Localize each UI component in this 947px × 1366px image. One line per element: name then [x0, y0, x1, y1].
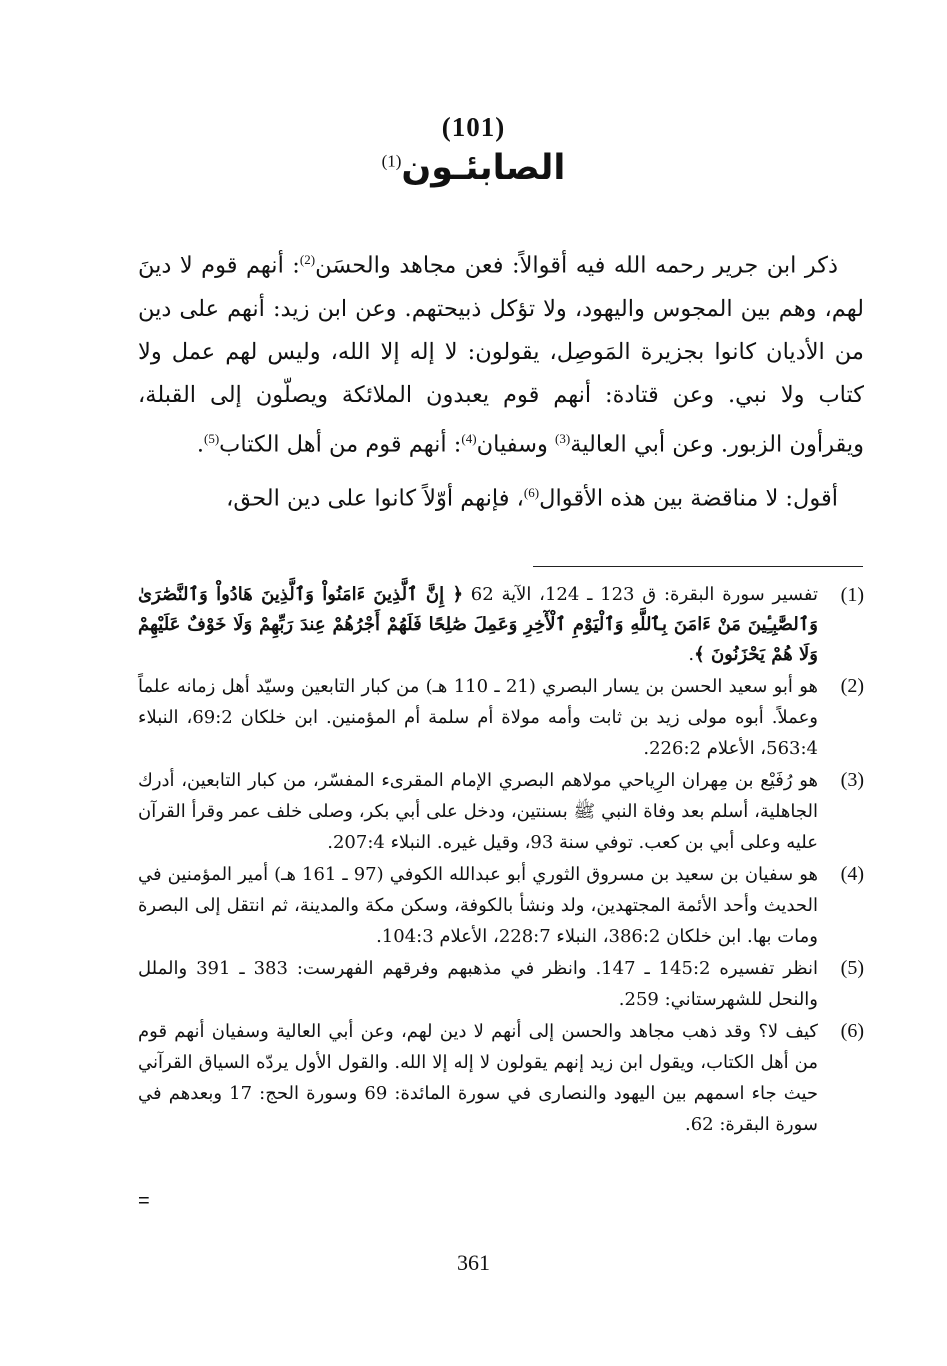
footnote-2	[138, 671, 864, 764]
footnote-divider	[533, 566, 863, 567]
footnote-text: هو سفيان بن سعيد بن مسروق الثوري أبو عبدالله الكوفي (97 ـ 161 هـ) أمير المؤمنين في الحديث وأحد الأئمة المجتهدين، ولد ونشأ بالكوفة، وسكن مكة والمدينة، ثم انتقل إلى البصرة ومات بها. ابن خلكان 386:2، النبلاء 228:7، الأعلام 104:3.	[138, 864, 818, 947]
footnote-4	[138, 859, 864, 952]
main-text	[138, 238, 864, 521]
quran-verse: ﴿ إِنَّ ٱلَّذِينَ ءَامَنُواْ وَٱلَّذِينَ هَادُواْ وَٱلنَّصَٰرَىٰ وَٱلصَّٰبِـِٔينَ مَنْ ءَامَنَ بِٱللَّهِ وَٱلْيَوْمِ ٱلْأٓخِرِ وَعَمِلَ صَٰلِحًا فَلَهُمْ أَجْرُهُمْ عِندَ رَبِّهِمْ وَلَا خَوْفٌ عَلَيْهِمْ وَلَا هُمْ يَحْزَنُونَ ﴾	[138, 584, 818, 665]
entry-number: (101)	[441, 112, 506, 142]
entry-title-text: الصابئـون	[401, 148, 566, 188]
footnote-ref: (4)	[461, 430, 477, 446]
page-number: 361	[457, 1250, 490, 1275]
entry-title	[0, 148, 947, 188]
paragraph-1	[138, 238, 864, 466]
footnote-end: .	[688, 644, 695, 665]
footnote-number: (1)	[840, 584, 864, 606]
footnote-number: (5)	[840, 957, 864, 979]
text-run: وسفيان	[476, 431, 555, 457]
title-footnote-ref: (1)	[381, 151, 402, 171]
footnote-text: هو أبو سعيد الحسن بن يسار البصري (21 ـ 110 هـ) من كبار التابعين وسيّد أهل زمانه علماً وعملاً. أبوه مولى زيد بن ثابت وأمه مولاة أم سلمة أم المؤمنين. ابن خلكان 69:2، النبلاء 563:4، الأعلام 226:2.	[138, 676, 819, 759]
footnote-6	[138, 1016, 864, 1140]
footnote-number: (3)	[840, 769, 864, 791]
footnote-5	[138, 953, 864, 1015]
footnote-text: انظر تفسيره 145:2 ـ 147. وانظر في مذهبهم وفرقهم الفهرست: 383 ـ 391 والملل والنحل للشهرستاني: 259.	[138, 958, 819, 1010]
text-run: .	[196, 431, 204, 457]
text-run: ، فإنهم أوّلاً كانوا على دين الحق،	[226, 485, 524, 512]
paragraph-2	[138, 471, 864, 521]
footnotes	[138, 580, 864, 1141]
footnote-text: تفسير سورة البقرة: ق 123 ـ 124، الآية 62	[470, 584, 818, 605]
footnote-ref: (3)	[555, 430, 571, 446]
footnote-text: كيف لا؟ وقد ذهب مجاهد والحسن إلى أنهم لا دين لهم، وعن أبي العالية وسفيان أنهم قوم من أهل الكتاب، ويقول ابن زيد إنهم يقولون لا إله إلا الله. والقول الأول يردّه السياق القرآني حيث جاء اسمهم بين اليهود والنصارى في سورة المائدة: 69 وسورة الحج: 17 وبعدهم في سورة البقرة: 62.	[138, 1021, 818, 1135]
footnote-number: (6)	[840, 1020, 864, 1042]
footnote-3	[138, 765, 864, 858]
footnote-1	[138, 580, 864, 670]
footnote-text: هو رُفَيْع بن مِهران الرِياحي مولاهم البصري الإمام المقرىء المفسّر، من كبار التابعين، أدرك الجاهلية، أسلم بعد وفاة النبي ﷺ بسنتين، ودخل على أبي بكر، وصلى خلف عمر وقرأ القرآن عليه وعلى أبي بن كعب. توفي سنة 93، وقيل غيره. النبلاء 207:4.	[138, 770, 818, 853]
text-run: : أنهم قوم لا دينَ لهم، وهم بين المجوس واليهود، ولا تؤكل ذبيحتهم. وعن ابن زيد: أنهم على دين من الأديان كانوا بجزيرة المَوصِل، يقولون: لا إله إلا الله، وليس لهم عمل ولا كتاب ولا نبي. وعن قتادة: أنهم قوم يعبدون الملائكة ويصلّون إلى القبلة، ويقرأون الزبور. وعن أبي العالية	[138, 252, 864, 457]
continuation-mark: =	[138, 1190, 150, 1212]
text-run: : أنهم قوم من أهل الكتاب	[219, 431, 462, 457]
footnote-number: (4)	[840, 863, 864, 885]
footnote-ref: (6)	[523, 485, 540, 500]
footnote-number: (2)	[840, 675, 864, 697]
footnote-ref: (2)	[299, 252, 316, 267]
footnote-ref: (5)	[203, 430, 220, 446]
text-run: أقول: لا مناقضة بين هذه الأقوال	[539, 485, 838, 512]
text-run: ذكر ابن جرير رحمه الله فيه أقوالاً: فعن مجاهد والحسَن	[315, 252, 838, 279]
